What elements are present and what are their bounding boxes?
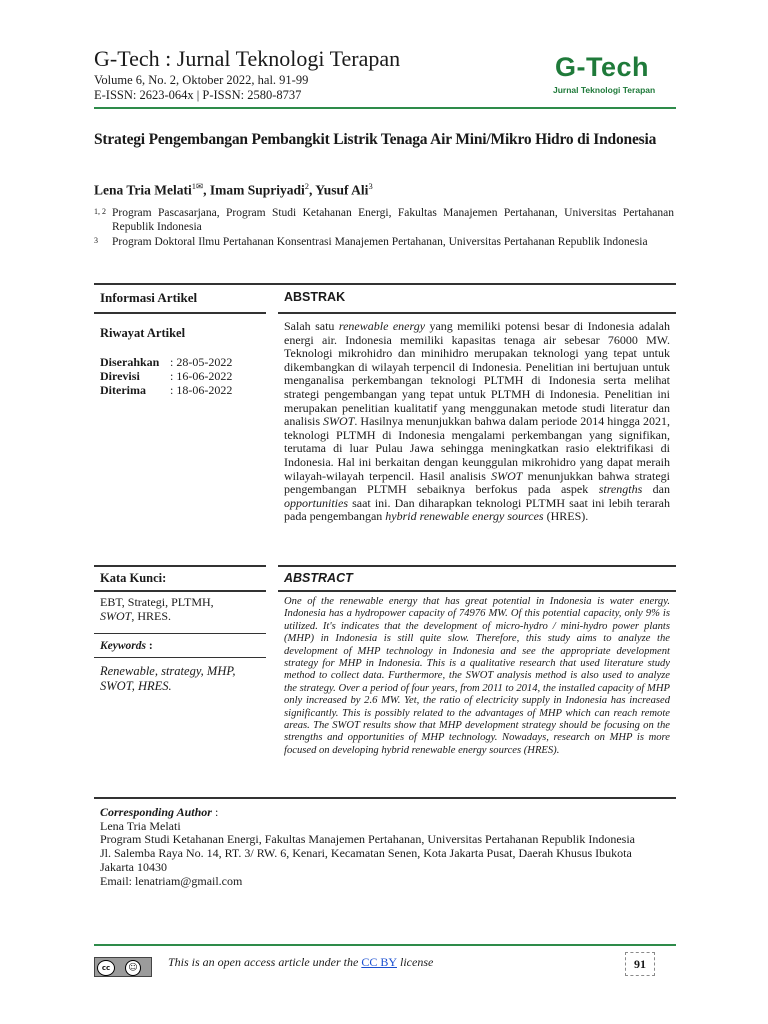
text: : bbox=[211, 805, 219, 819]
italic-term: hybrid renewable energy sources bbox=[385, 509, 544, 524]
author-sep: , bbox=[203, 182, 210, 198]
text: Keywords bbox=[100, 640, 146, 652]
rule bbox=[94, 633, 266, 634]
header-divider bbox=[94, 107, 676, 109]
corresponding-author bbox=[100, 806, 660, 888]
abstract-body: One of the renewable energy that has great potential in Indonesia is water energy. Indonesia has a hydropower capacity of 74976 MW. Of this potential capacity, only 9% is utilized. It's indicates that the development of micro-hydro / mini-hydro power plants (MHP) in Indonesia is still quite slow. Therefore, this study aims to analyze the development of MHP technology in Indonesia and see the appropriate development strategy for MHP in Indonesia. This is a qualitative research that used literature study method to collect data. Furthermore, the SWOT analysis method is also used to analyze the strategy. Over a period of four years, from 2011 to 2014, the installed capacity of MHP only increased by 2.6 MW. Yet, the ratio of electricity supply in Indonesia has increased significantly. This is possibly related to the advantages of MHP which can reach remote areas. The SWOT results show that MHP development strategy should be focusing on the strengths and opportunities of MHP technology. Nowadays, research on MHP is more focused on developing hybrid renewable energy sources (HRES). bbox=[284, 596, 670, 756]
author-name: Yusuf Ali bbox=[315, 182, 369, 198]
cc-logo-icon: cc bbox=[97, 960, 115, 976]
text: (HRES). bbox=[543, 509, 589, 524]
text: dan bbox=[642, 482, 670, 497]
corresponding-name: Lena Tria Melati bbox=[100, 818, 181, 833]
cc-license-badge[interactable] bbox=[94, 957, 152, 977]
author-sep: , bbox=[309, 182, 316, 198]
abstrak-body bbox=[284, 320, 670, 524]
affiliation bbox=[94, 236, 674, 250]
value: : 16-06-2022 bbox=[170, 369, 233, 383]
affiliation-text: Program Pascasarjana, Program Studi Ketahanan Energi, Fakultas Manajemen Pertahanan, Universitas Pertahanan Republik Indonesia bbox=[112, 207, 674, 233]
footer-divider bbox=[94, 944, 676, 946]
corresponding-dept: Program Studi Ketahanan Energi, Fakultas Manajemen Pertahanan, Universitas Pertahanan Republik Indonesia bbox=[100, 832, 635, 847]
journal-title: G-Tech : Jurnal Teknologi Terapan bbox=[94, 46, 401, 71]
author-name: Imam Supriyadi bbox=[209, 182, 305, 198]
label: Diterima bbox=[100, 383, 146, 397]
abstract-heading: ABSTRACT bbox=[284, 571, 353, 585]
author-sup: 2 bbox=[304, 181, 310, 191]
affiliation-mark: 1, 2 bbox=[94, 207, 106, 216]
keywords-id-heading: Kata Kunci: bbox=[100, 571, 167, 585]
italic-term: renewable energy bbox=[338, 319, 426, 333]
text: Salah satu bbox=[284, 319, 339, 333]
text: Corresponding Author bbox=[100, 805, 212, 819]
italic-term: opportunities bbox=[284, 495, 349, 510]
author-name: Lena Tria Melati bbox=[94, 182, 192, 198]
info-heading: Informasi Artikel bbox=[100, 290, 198, 305]
text: . Hasilnya menunjukkan bahwa dalam periode 2014 hingga 2021, teknologi PLTMH di Indonesia mengalami perkembangan yang signifikan, terutama di luar Pulau Jawa sehingga meningkatkan rasio elektrifikasi di Indonesia. Hal ini berkaitan dengan keunggulan mikrohidro yang dapat meraih wilayah-wilayah terpencil. Hasil analisis bbox=[284, 414, 670, 483]
author-sup: 1✉ bbox=[191, 181, 204, 191]
keywords-en-line: SWOT, HRES. bbox=[100, 679, 172, 693]
person-icon: ☺ bbox=[125, 960, 141, 976]
rule bbox=[94, 797, 676, 799]
date-accepted bbox=[100, 383, 232, 397]
keywords-en-heading bbox=[100, 640, 153, 652]
date-submitted bbox=[100, 355, 232, 369]
value: : 28-05-2022 bbox=[170, 355, 233, 369]
affiliation bbox=[94, 207, 674, 234]
text: , HRES. bbox=[131, 609, 172, 623]
italic-term: SWOT bbox=[100, 609, 132, 623]
rule bbox=[278, 565, 676, 567]
affiliation-mark: 3 bbox=[94, 236, 98, 245]
journal-issn: E-ISSN: 2623-064x | P-ISSN: 2580-8737 bbox=[94, 88, 302, 102]
corresponding-email[interactable]: Email: lenatriam@gmail.com bbox=[100, 873, 243, 888]
italic-term: SWOT bbox=[323, 414, 355, 429]
article-title: Strategi Pengembangan Pembangkit Listrik Tenaga Air Mini/Mikro Hidro di Indonesia bbox=[94, 131, 657, 148]
text: menunjukkan bahwa strategi pengembangan PLTMH sebaiknya berfokus pada aspek bbox=[284, 468, 670, 497]
affiliation-text: Program Doktoral Ilmu Pertahanan Konsentrasi Manajemen Pertahanan, Universitas Pertahanan Republik Indonesia bbox=[112, 236, 648, 248]
italic-term: SWOT bbox=[491, 468, 523, 483]
author-list bbox=[94, 181, 373, 199]
text: yang memiliki potensi besar di Indonesia adalah energi air. Indonesia memiliki kapasitas tenaga air sebesar 76000 MW. Teknologi mikrohidro dan minihidro merupakan teknologi yang tepat untuk dikembangkan di wilayah terpencil di Indonesia. Penelitian ini bertujuan untuk menganalisa perkembangan teknologi PLTMH di Indonesia serta melihat strategi pengembangan yang tepat untuk PLTMH di Indonesia. Penelitian ini merupakan penelitian kualitatif yang menggunakan metode studi literatur dan analisis bbox=[284, 319, 671, 429]
license-text bbox=[168, 955, 433, 970]
keywords-en-line: Renewable, strategy, MHP, bbox=[100, 664, 236, 678]
italic-term: strengths bbox=[598, 482, 643, 497]
text: saat ini. Dan diharapkan teknologi PLTMH saat ini lebih terarah pada pengembangan bbox=[284, 495, 670, 524]
corresponding-heading bbox=[100, 806, 660, 820]
rule bbox=[94, 283, 676, 285]
text: license bbox=[397, 955, 434, 969]
journal-logo: G-Tech bbox=[555, 52, 650, 82]
label: Diserahkan bbox=[100, 355, 160, 369]
text: : bbox=[146, 640, 153, 652]
journal-logo-subtitle: Jurnal Teknologi Terapan bbox=[553, 85, 656, 95]
abstrak-heading: ABSTRAK bbox=[284, 290, 346, 304]
cc-by-link[interactable]: CC BY bbox=[361, 955, 397, 969]
rule bbox=[94, 657, 266, 658]
history-heading: Riwayat Artikel bbox=[100, 326, 186, 340]
rule bbox=[94, 590, 266, 592]
author-sup: 3 bbox=[368, 181, 373, 191]
corresponding-address: Jl. Salemba Raya No. 14, RT. 3/ RW. 6, Kenari, Kecamatan Senen, Kota Jakarta Pusat, Daerah Khusus Ibukota Jakarta 10430 bbox=[100, 846, 632, 874]
journal-volume: Volume 6, No. 2, Oktober 2022, hal. 91-99 bbox=[94, 73, 309, 87]
page-number: 91 bbox=[625, 952, 655, 976]
keywords-id-line bbox=[100, 609, 171, 624]
rule bbox=[94, 312, 266, 314]
date-revised bbox=[100, 369, 232, 383]
keywords-id-line: EBT, Strategi, PLTMH, bbox=[100, 595, 214, 609]
text: This is an open access article under the bbox=[168, 955, 362, 969]
label: Direvisi bbox=[100, 369, 140, 383]
rule bbox=[94, 565, 266, 567]
value: : 18-06-2022 bbox=[170, 383, 233, 397]
rule bbox=[278, 590, 676, 592]
rule bbox=[278, 312, 676, 314]
